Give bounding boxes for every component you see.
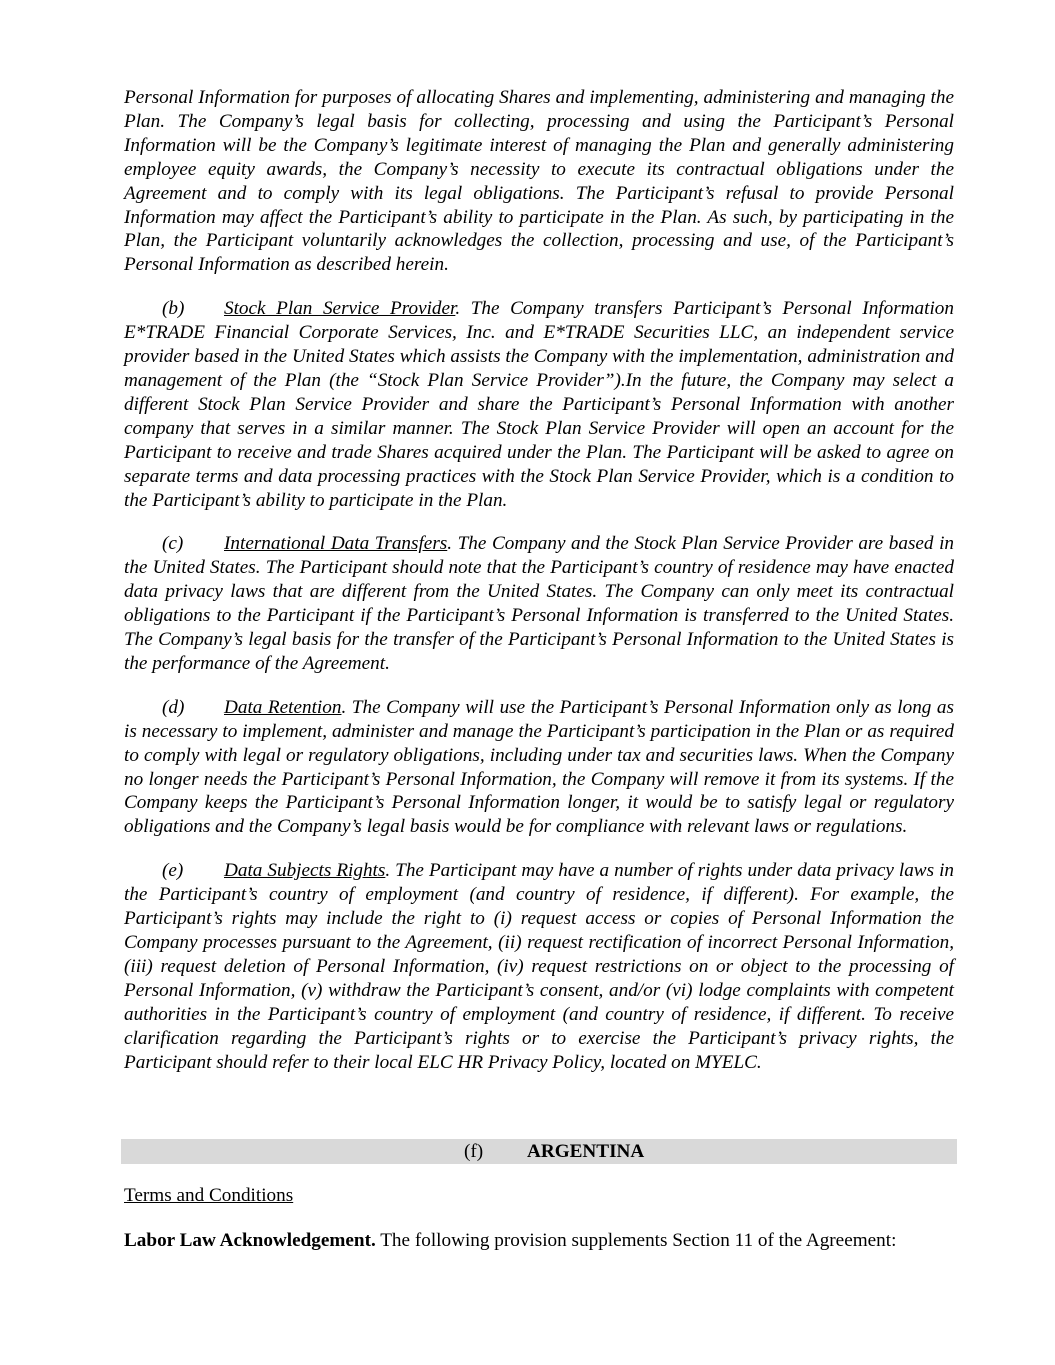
paragraph-e-label: (e)	[162, 860, 184, 882]
labor-law-heading: Labor Law Acknowledgement.	[124, 1230, 376, 1251]
paragraph-c-text: . The Company and the Stock Plan Service Provider are based in the United States. The Participant should note that the Participant’s country of residence may have enacted data privacy laws that are different from the United States. The Company can only meet its contractual obligations to the Participant if the Participant’s Personal Information is transferred to the United States. The Company’s legal basis for the transfer of the Participant’s Personal Information to the United States is the performance of the Agreement.	[124, 533, 955, 674]
paragraph-e-heading: Data Subjects Rights	[224, 860, 386, 882]
section-title: ARGENTINA	[527, 1141, 645, 1162]
paragraph-b-text: . The Company transfers Participant’s Personal Information E*TRADE Financial Corporate Services, Inc. and E*TRADE Securities LLC, an independent service provider based in the United States which assists the Company with the implementation, administration and management of the Plan (the “Stock Plan Service Provider”).In the future, the Company may select a different Stock Plan Service Provider and share the Participant’s Personal Information with another company that serves in a similar manner. The Stock Plan Service Provider will open an account for the Participant to receive and trade Shares acquired under the Plan. The Participant will be asked to agree on separate terms and data processing practices with the Stock Plan Service Provider, which is a condition to the Participant’s ability to participate in the Plan.	[124, 298, 954, 511]
paragraph-d-label: (d)	[162, 696, 185, 718]
paragraph-b-label: (b)	[162, 298, 185, 320]
section-header-band	[121, 1139, 957, 1164]
paragraph-c-heading: International Data Transfers	[224, 533, 448, 555]
document-body	[124, 86, 954, 1074]
paragraph-b	[124, 297, 954, 512]
paragraph-intro-text: Personal Information for purposes of allocating Shares and implementing, administering and managing the Plan. The Company’s legal basis for collecting, processing and using the Participant’s Personal Information will be the Company’s legitimate interest of managing the Plan and generally administering employee equity awards, the Company’s necessity to execute its contractual obligations under the Agreement and to comply with its legal obligations. The Participant’s refusal to provide Personal Information may affect the Participant’s ability to participate in the Plan. As such, by participating in the Plan, the Participant voluntarily acknowledges the collection, processing and use, of the Participant’s Personal Information as described herein.	[124, 87, 954, 276]
paragraph-e-text: . The Participant may have a number of rights under data privacy laws in the Participant’s country of employment (and country of residence, if different). For example, the Participant’s rights may include the right to (i) request access or copies of Personal Information the Company processes pursuant to the Agreement, (ii) request rectification of incorrect Personal Information, (iii) request deletion of Personal Information, (iv) request restrictions on or object to the processing of Personal Information, (v) withdraw the Participant’s consent, and/or (vi) lodge complaints with competent authorities in the Participant’s country of employment (and country of residence, if different. To receive clarification regarding the Participant’s rights or to exercise the Participant’s privacy rights, the Participant should refer to their local ELC HR Privacy Policy, located on MYELC.	[124, 860, 954, 1073]
paragraph-d-heading: Data Retention	[224, 696, 342, 718]
paragraph-d-text: . The Company will use the Participant’s Personal Information only as long as is necessary to implement, administer and manage the Participant’s participation in the Plan or as required to comply with legal or regulatory obligations, including under tax and securities laws. When the Company no longer needs the Participant’s Personal Information, the Company will remove it from its systems. If the Company keeps the Participant’s Personal Information longer, it would be to satisfy legal or regulatory obligations and the Company’s legal basis would be for compliance with relevant laws or regulations.	[124, 696, 954, 838]
labor-law-text: The following provision supplements Section 11 of the Agreement:	[375, 1230, 897, 1251]
paragraph-intro	[124, 86, 954, 277]
terms-heading: Terms and Conditions	[124, 1185, 294, 1206]
paragraph-b-heading: Stock Plan Service Provider	[224, 298, 456, 320]
labor-law-paragraph	[124, 1229, 954, 1253]
paragraph-c	[124, 532, 954, 675]
paragraph-c-label: (c)	[162, 533, 184, 555]
section-label: (f)	[464, 1141, 484, 1162]
paragraph-e	[124, 859, 954, 1074]
paragraph-d	[124, 696, 954, 839]
